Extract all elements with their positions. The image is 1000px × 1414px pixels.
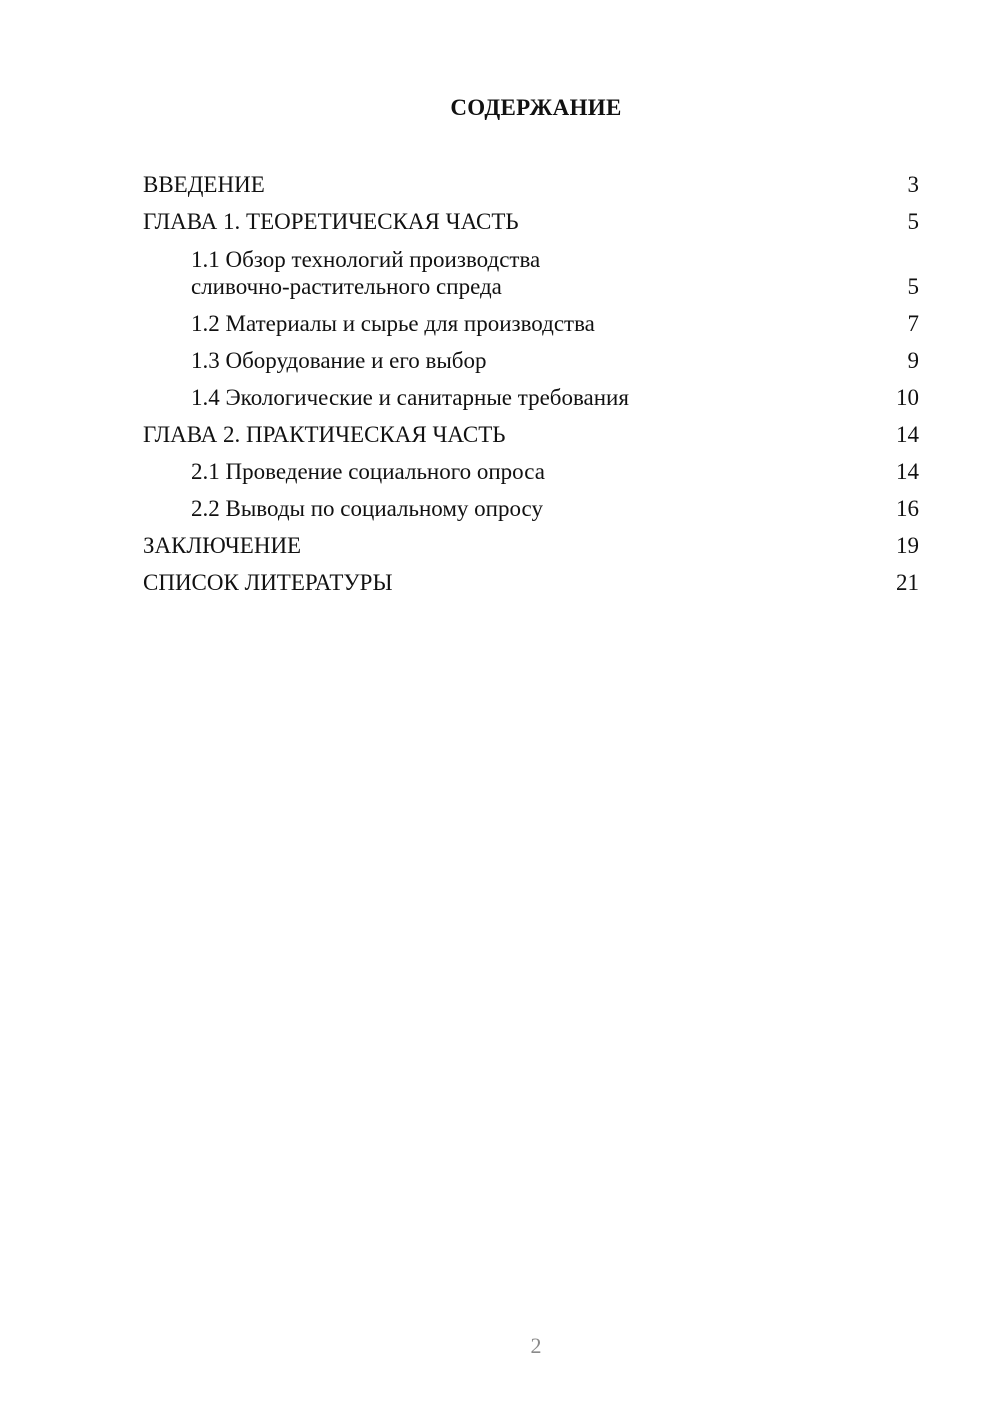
toc-entry-label: 1.3 Оборудование и его выбор bbox=[191, 348, 487, 373]
toc-entry-label: 1.2 Материалы и сырье для производства bbox=[191, 311, 595, 336]
toc-entry-label: 1.4 Экологические и санитарные требования bbox=[191, 385, 629, 410]
toc-entry-chapter-2 bbox=[143, 421, 919, 448]
toc-entry-page: 5 bbox=[907, 274, 919, 299]
toc-entry-page: 14 bbox=[896, 422, 919, 447]
toc-entry-page: 3 bbox=[907, 172, 919, 197]
toc-entry-label: ГЛАВА 1. ТЕОРЕТИЧЕСКАЯ ЧАСТЬ bbox=[143, 209, 519, 234]
toc-entry-label: 2.2 Выводы по социальному опросу bbox=[191, 496, 543, 521]
toc-entry-conclusion bbox=[143, 532, 919, 559]
toc-entry-chapter-1 bbox=[143, 208, 919, 235]
toc-entry-label: ГЛАВА 2. ПРАКТИЧЕСКАЯ ЧАСТЬ bbox=[143, 422, 506, 447]
toc-entry-label: ВВЕДЕНИЕ bbox=[143, 172, 265, 197]
toc-entry-page: 5 bbox=[907, 209, 919, 234]
toc-entry-page: 14 bbox=[896, 459, 919, 484]
toc-entry-section-1-4 bbox=[191, 384, 919, 411]
toc-entry-label: СПИСОК ЛИТЕРАТУРЫ bbox=[143, 570, 393, 595]
toc-entry-section-2-2 bbox=[191, 495, 919, 522]
toc-entry-references bbox=[143, 569, 919, 596]
toc-entry-section-1-1 bbox=[191, 246, 919, 300]
toc-entry-page: 19 bbox=[896, 533, 919, 558]
toc-entry-page: 10 bbox=[896, 385, 919, 410]
toc-entry-section-1-2 bbox=[191, 310, 919, 337]
toc-entry-label: ЗАКЛЮЧЕНИЕ bbox=[143, 533, 302, 558]
toc-entry-page: 7 bbox=[907, 311, 919, 336]
toc-entry-label: 1.1 Обзор технологий производства сливочно-растительного спреда bbox=[191, 247, 541, 299]
toc-entry-section-2-1 bbox=[191, 458, 919, 485]
toc-entry-introduction bbox=[143, 171, 919, 198]
toc-entry-section-1-3 bbox=[191, 347, 919, 374]
page-number: 2 bbox=[530, 1333, 542, 1358]
page-title: СОДЕРЖАНИЕ bbox=[450, 95, 622, 120]
toc-entry-label: 2.1 Проведение социального опроса bbox=[191, 459, 545, 484]
toc-entry-page: 21 bbox=[896, 570, 919, 595]
toc-entry-page: 16 bbox=[896, 496, 919, 521]
toc-entry-page: 9 bbox=[907, 348, 919, 373]
